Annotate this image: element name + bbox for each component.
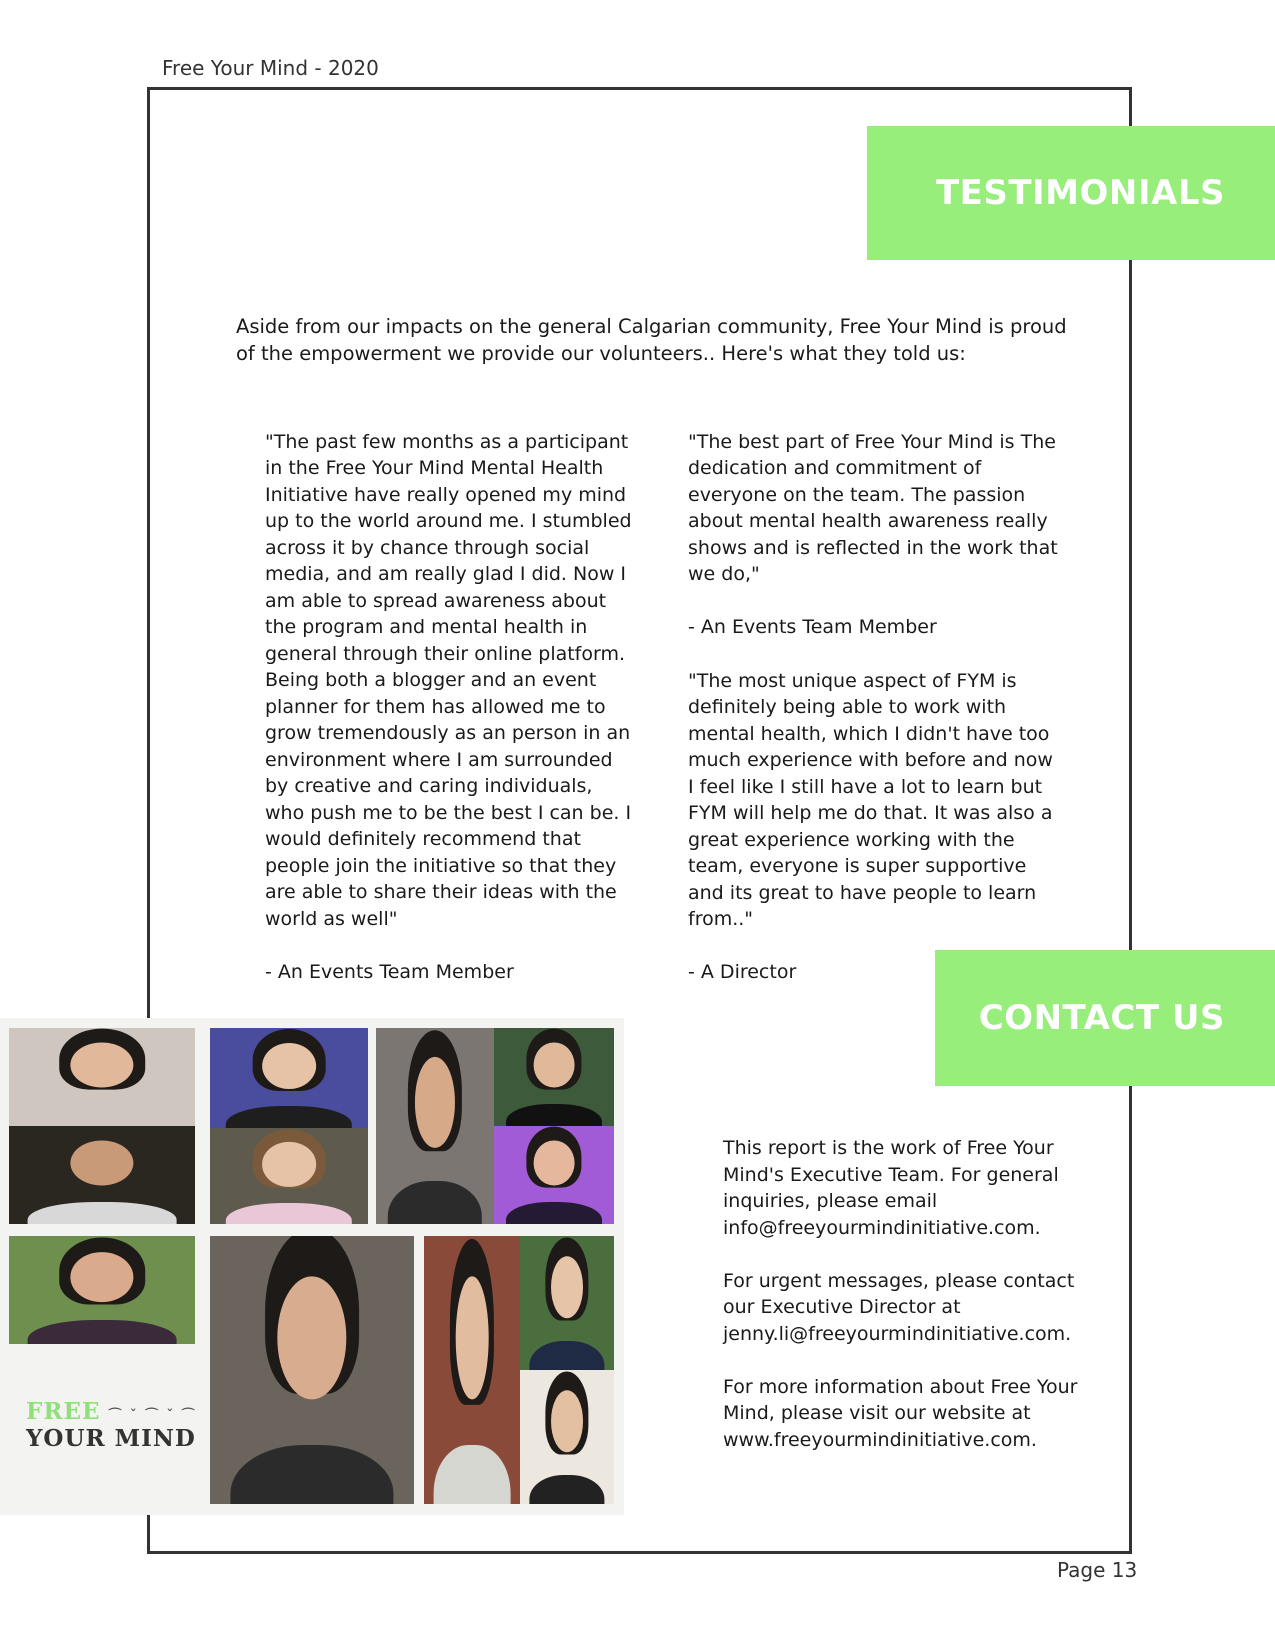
logo-line-2: YOUR MIND xyxy=(26,1425,196,1452)
team-photo xyxy=(520,1236,614,1370)
team-photo xyxy=(424,1236,520,1504)
testimonial-author: - An Events Team Member xyxy=(265,960,514,983)
team-photo xyxy=(210,1028,368,1128)
testimonials-intro: Aside from our impacts on the general Calgarian community, Free Your Mind is proud of the empowerment we provide our volunteers.. Here's what they told us: xyxy=(236,315,1067,365)
testimonial-author: - A Director xyxy=(688,961,797,983)
team-photo xyxy=(210,1128,368,1224)
team-photo xyxy=(494,1028,614,1126)
contact-info xyxy=(723,1135,1083,1480)
contact-urgent-messages: For urgent messages, please contact our Executive Director at jenny.li@freeyourmindinitiative.com. xyxy=(723,1269,1075,1345)
testimonials-heading: TESTIMONIALS xyxy=(935,173,1225,213)
team-photo xyxy=(520,1370,614,1504)
team-photo xyxy=(9,1236,195,1344)
logo-line-1: FREE xyxy=(26,1398,101,1425)
testimonial-text: "The past few months as a participant in the Free Your Mind Mental Health Initiative have really opened my mind up to the world around me. I stumbled across it by chance through social media, and am really glad I did. Now I am able to spread awareness about the program and mental health in general through their online platform. Being both a blogger and an event planner for them has allowed me to grow tremendously as an person in an environment where I am surrounded by creative and caring individuals, who push me to be the best I can be. I would definitely recommend that people join the initiative so that they are able to share their ideas with the world as well" xyxy=(265,430,632,930)
team-photo xyxy=(9,1028,195,1126)
birds-icon: ⌒ ˇ ⌒ ˇ ⌒ xyxy=(108,1408,197,1423)
page-number: Page 13 xyxy=(1057,1558,1138,1582)
team-photo xyxy=(494,1126,614,1224)
testimonial-quote-2 xyxy=(688,402,1058,667)
contact-general-inquiries: This report is the work of Free Your Mind's Executive Team. For general inquiries, please email info@freeyourmindinitiative.com. xyxy=(723,1137,1059,1239)
testimonial-text: "The best part of Free Your Mind is The dedication and commitment of everyone on the team. The passion about mental health awareness really shows and is reflected in the work that we do," xyxy=(688,430,1058,585)
testimonials-banner xyxy=(867,126,1275,260)
testimonial-quote-1 xyxy=(265,402,635,1012)
testimonial-text: "The most unique aspect of FYM is definitely being able to work with mental health, which I didn't have too much experience with before and now I feel like I still have a lot to learn but FYM will help me do that. It was also a great experience working with the team, everyone is super supportive and its great to have people to learn from.." xyxy=(688,669,1053,930)
contact-website: For more information about Free Your Mind, please visit our website at www.freeyourmindinitiative.com. xyxy=(723,1375,1078,1451)
contact-heading: CONTACT US xyxy=(978,998,1225,1038)
team-photo xyxy=(9,1126,195,1224)
free-your-mind-logo xyxy=(26,1398,206,1452)
document-header-title: Free Your Mind - 2020 xyxy=(162,56,379,80)
testimonial-author: - An Events Team Member xyxy=(688,616,937,638)
team-photo xyxy=(210,1236,414,1504)
contact-banner xyxy=(935,950,1275,1086)
team-photo xyxy=(376,1028,494,1224)
